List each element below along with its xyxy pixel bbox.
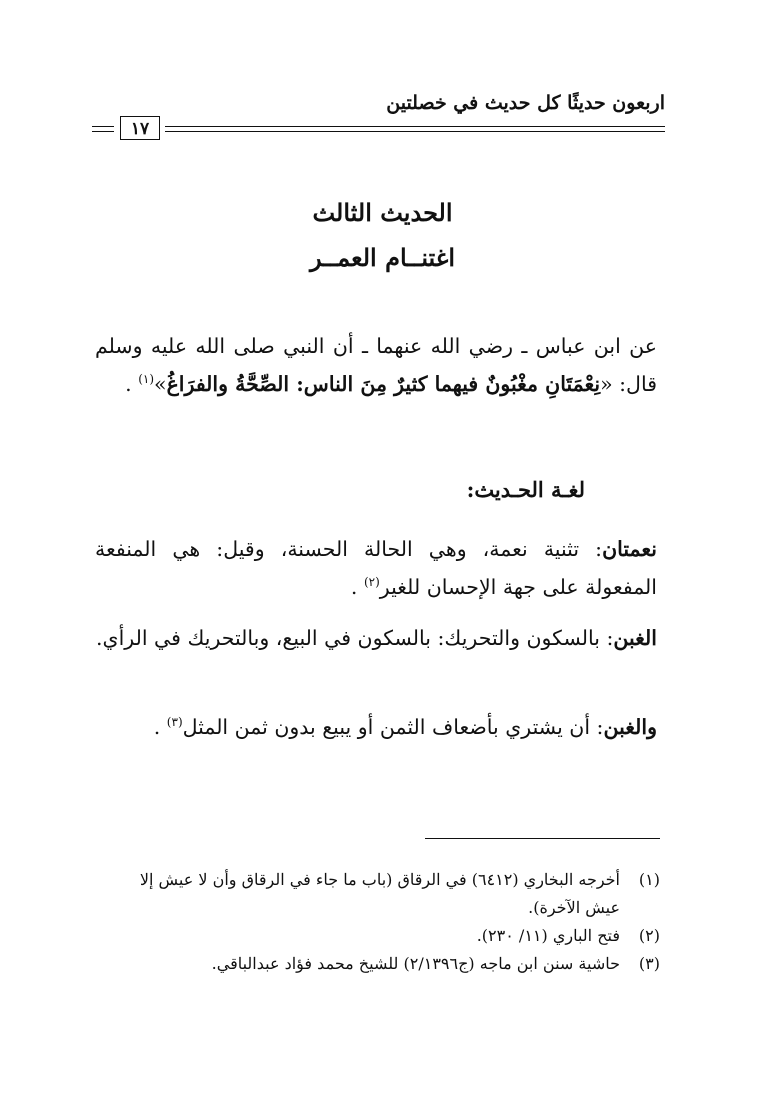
footnote [120, 866, 660, 922]
page-number: ١٧ [120, 116, 160, 140]
header-rule [165, 126, 665, 127]
footnote-separator [425, 838, 660, 839]
footnote-text: فتح الباري (١١/ ٢٣٠). [476, 926, 620, 945]
footnote [120, 950, 660, 978]
gloss-end: . [350, 575, 364, 599]
gloss-text: : تثنية نعمة، وهي الحالة الحسنة، وقيل: هي المنفعة المفعولة على جهة الإحسان للغير [95, 537, 657, 599]
page-number-dash-upper [92, 126, 114, 127]
hadith-quote-close: » [154, 372, 167, 396]
footnotes [120, 866, 660, 978]
gloss-term: الغبن [613, 626, 657, 650]
hadith-intro: عن ابن عباس ـ رضي الله عنهما ـ أن النبي صلى الله عليه وسلم قال: « [95, 334, 657, 396]
gloss-end: . [153, 715, 167, 739]
gloss-entry [95, 530, 657, 606]
gloss-entry [95, 619, 657, 657]
footnote-ref-3: (٣) [166, 715, 183, 730]
hadith-subtitle: اغتنــام العمــر [309, 243, 456, 272]
footnote-text: أخرجه البخاري (٦٤١٢) في الرقاق (باب ما جاء في الرقاق وأن لا عيش إلا عيش الآخرة). [139, 870, 620, 917]
section-heading: لغـة الحـديث: [466, 477, 585, 502]
hadith-quote: نِعْمَتَانِ مغْبُونٌ فيهما كثيرٌ مِنَ الناس: الصِّحَّةُ والفرَاغُ [166, 372, 601, 396]
hadith-paragraph [95, 327, 657, 403]
footnote-marker: (٣) [638, 954, 660, 973]
header-rule-secondary [165, 131, 665, 132]
footnote-text: حاشية سنن ابن ماجه (ج٢/١٣٩٦) للشيخ محمد فؤاد عبدالباقي. [211, 954, 620, 973]
footnote-ref-1: (١) [138, 372, 155, 387]
gloss-text: : بالسكون والتحريك: بالسكون في البيع، وبالتحريك في الرأي. [96, 626, 614, 650]
hadith-end: . [125, 372, 139, 396]
footnote-marker: (٢) [638, 926, 660, 945]
footnote [120, 922, 660, 950]
gloss-term: نعمتان [602, 537, 657, 561]
hadith-title: الحديث الثالث [312, 198, 453, 227]
gloss-text: : أن يشتري بأضعاف الثمن أو يبيع بدون ثمن المثل [182, 715, 604, 739]
footnote-marker: (١) [638, 870, 660, 889]
running-title: اربعون حديثًا كل حديث في خصلتين [386, 92, 665, 114]
gloss-term: والغبن [603, 715, 657, 739]
gloss-entry [95, 708, 657, 746]
page-number-dash-lower [92, 131, 114, 132]
footnote-ref-2: (٢) [363, 575, 380, 590]
